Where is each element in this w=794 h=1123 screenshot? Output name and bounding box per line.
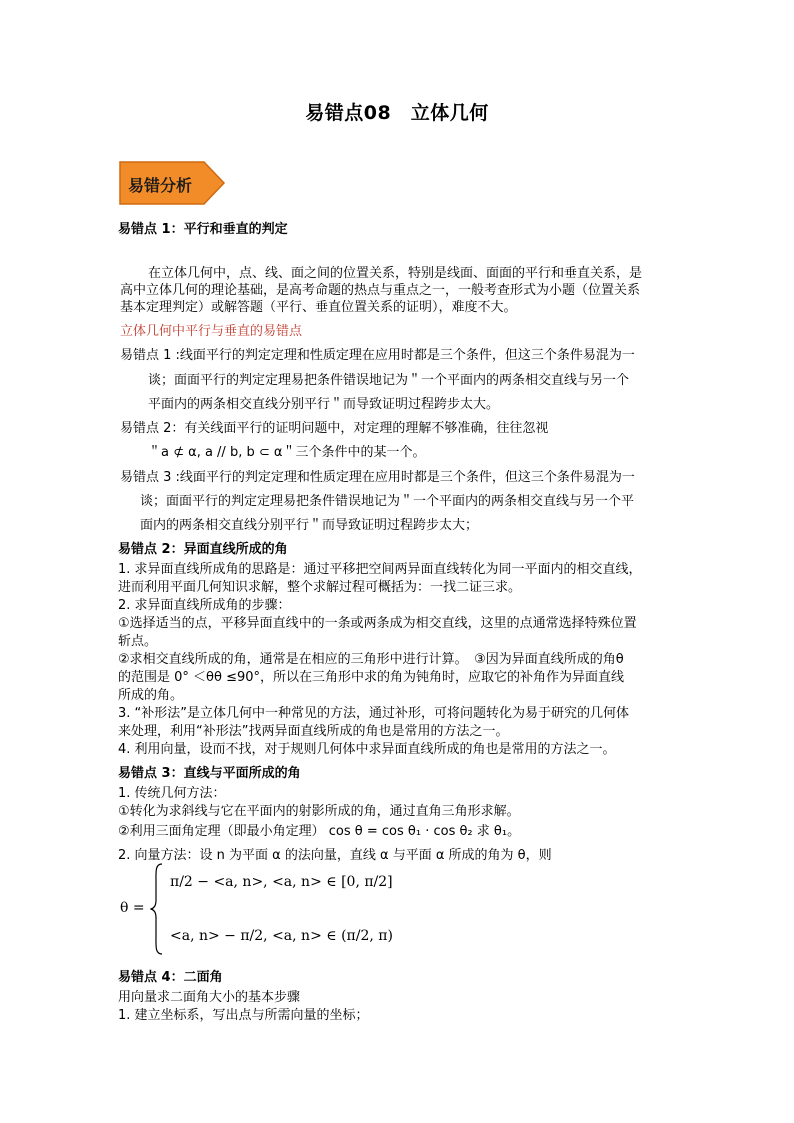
s1-e1-line-3: 平面内的两条相交直线分别平行＂而导致证明过程跨步太大。 [148, 397, 500, 412]
s1-e3-line-2: 谈；面面平行的判定定理易把条件错误地记为＂一个平面内的两条相交直线与另一个平 [140, 494, 635, 509]
formula-lhs: θ = [120, 900, 145, 916]
s1-intro-line-3: 基本定理判定）或解答题（平行、垂直位置关系的证明），难度不大。 [120, 300, 517, 315]
s2-line-10: 来处理，利用“补形法”找两异面直线所成的角也是常用的方法之一。 [118, 724, 509, 739]
s1-e1-line-2: 谈；面面平行的判定定理易把条件错误地记为＂一个平面内的两条相交直线与另一个 [148, 373, 630, 388]
s1-e1-line-1: 易错点 1 :线面平行的判定定理和性质定理在应用时都是三个条件，但这三个条件易混为一 [120, 348, 635, 363]
s2-line-3: 2. 求异面直线所成角的步骤： [118, 598, 291, 613]
s3-line-2: ①转化为求斜线与它在平面内的射影所成的角，通过直角三角形求解。 [118, 804, 520, 819]
s1-e3-line-1: 易错点 3 :线面平行的判定定理和性质定理在应用时都是三个条件，但这三个条件易混为一 [120, 470, 635, 485]
s2-line-6: ②求相交直线所成的角，通常是在相应的三角形中进行计算。 ③因为异面直线所成的角θ [118, 652, 624, 667]
s4-line-2: 1. 建立坐标系，写出点与所需向量的坐标； [118, 1008, 369, 1023]
section-2-heading: 易错点 2：异面直线所成的角 [118, 542, 288, 557]
s2-line-11: 4. 利用向量，设而不找，对于规则几何体中求异面直线所成的角也是常用的方法之一。 [118, 742, 616, 757]
s3-line-3: ②利用三面角定理（即最小角定理） cos θ = cos θ₁ · cos θ₂ 求 θ₁。 [118, 824, 521, 839]
s2-line-7: 的范围是 0° ＜θθ ≤90°，所以在三角形中求的角为钝角时，应取它的补角作为异面直线 [118, 670, 625, 685]
s2-line-8: 所成的角。 [118, 688, 184, 703]
section-tag-label: 易错分析 [128, 176, 193, 195]
section-3-heading: 易错点 3：直线与平面所成的角 [118, 766, 301, 781]
s3-line-1: 1. 传统几何方法： [118, 786, 226, 801]
s1-e2-line-2: ＂a ⊄ α, a // b, b ⊂ α＂三个条件中的某一个。 [148, 445, 426, 460]
formula-brace [150, 862, 164, 956]
s2-line-4: ①选择适当的点，平移异面直线中的一条或两条成为相交直线，这里的点通常选择特殊位置 [118, 616, 637, 631]
s3-line-4: 2. 向量方法：设 n 为平面 α 的法向量，直线 α 与平面 α 所成的角为 θ，则 [118, 848, 552, 863]
s1-red-subheading: 立体几何中平行与垂直的易错点 [120, 324, 303, 339]
s2-line-2: 进而利用平面几何知识求解，整个求解过程可概括为：一找二证三求。 [118, 580, 522, 595]
s4-line-1: 用向量求二面角大小的基本步骤 [118, 990, 301, 1005]
s2-line-1: 1. 求异面直线所成角的思路是：通过平移把空间两异面直线转化为同一平面内的相交直线， [118, 562, 642, 577]
s2-line-5: 斩点。 [118, 634, 158, 649]
s1-e3-line-3: 面内的两条相交直线分别平行＂而导致证明过程跨步太大； [140, 518, 479, 533]
s1-intro-line-2: 高中立体几何的理论基础，是高考命题的热点与重点之一，一般考查形式为小题（位置关系 [120, 283, 641, 298]
section-4-heading: 易错点 4：二面角 [118, 970, 223, 985]
formula-row-1: π/2 − <a, n>, <a, n> ∈ [0, π/2] [170, 874, 393, 890]
section-1-heading: 易错点 1：平行和垂直的判定 [118, 222, 288, 237]
s2-line-9: 3. “补形法”是立体几何中一种常见的方法，通过补形，可将问题转化为易于研究的几何体 [118, 706, 630, 721]
s1-intro-line-1: 在立体几何中，点、线、面之间的位置关系，特别是线面、面面的平行和垂直关系，是 [148, 266, 643, 281]
page-title: 易错点08 立体几何 [305, 102, 489, 124]
formula-row-2: <a, n> − π/2, <a, n> ∈ (π/2, π) [170, 928, 393, 944]
s1-e2-line-1: 易错点 2：有关线面平行的证明问题中，对定理的理解不够准确，往往忽视 [120, 421, 549, 436]
